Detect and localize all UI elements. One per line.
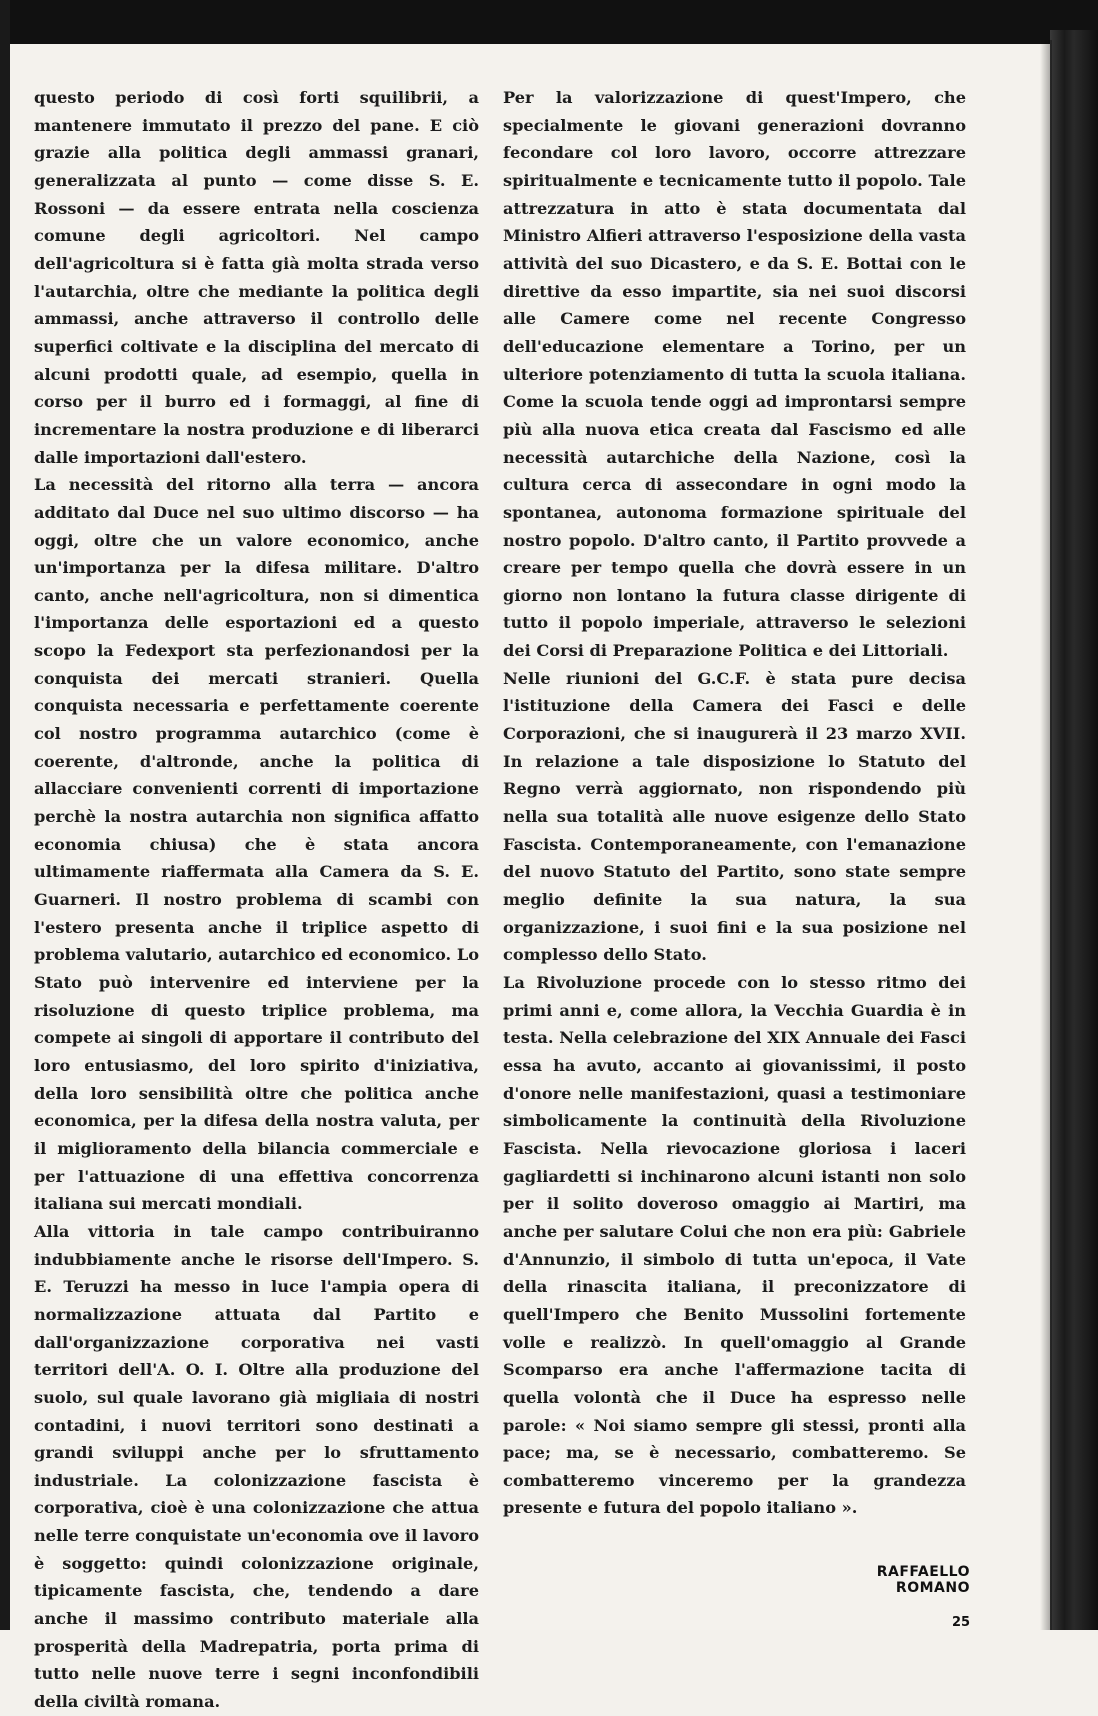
paragraph: Nelle riunioni del G.C.F. è stata pure decisa l'istituzione della Camera dei Fasci e delle Corporazioni, che si inaugurerà il 23 marzo XVII. In relazione a tale disposizione lo Statuto del Regno verrà aggiornato, non rispondendo più nella sua totalità alle nuove esigenze dello Stato Fascista. Contemporaneamente, con l'emanazione del nuovo Statuto del Partito, sono state sempre meglio definite la sua natura, la sua organizzazione, i suoi fini e la sua posizione nel complesso dello Stato.: [503, 668, 966, 965]
page-gutter-shadow: [1040, 40, 1052, 1630]
author-signature: RAFFAELLO ROMANO: [876, 1564, 970, 1596]
text-column-left: [34, 84, 479, 1716]
scan-border-top: [0, 0, 1098, 44]
scan-border-left: [0, 0, 10, 1630]
paragraph: La necessità del ritorno alla terra — ancora additato dal Duce nel suo ultimo discorso — ha oggi, oltre che un valore economico, anche un'importanza per la difesa militare. D'altro canto, anche nell'agricoltura, non si dimentica l'importanza delle esportazioni ed a questo scopo la Fedexport sta perfezionandosi per la conquista dei mercati stranieri. Quella conquista necessaria e perfettamente coerente col nostro programma autarchico (come è coerente, d'altronde, anche la politica di allacciare convenienti correnti di importazione perchè la nostra autarchia non significa affatto economia chiusa) che è stata ancora ultimamente riaffermata alla Camera da S. E. Guarneri. Il nostro problema di scambi con l'estero presenta anche il triplice aspetto di problema valutario, autarchico ed economico. Lo Stato può intervenire ed interviene per la risoluzione di questo triplice problema, ma compete ai singoli di apportare il contributo del loro entusiasmo, del loro spirito d'iniziativa, della loro sensibilità oltre che politica anche economica, per la difesa della nostra valuta, per il miglioramento della bilancia commerciale e per l'attuazione di una effettiva concorrenza italiana sui mercati mondiali.: [34, 475, 479, 1214]
page-number: 25: [951, 1615, 971, 1630]
paragraph: Alla vittoria in tale campo contribuiranno indubbiamente anche le risorse dell'Impero. S. E. Teruzzi ha messo in luce l'ampia opera di normalizzazione attuata dal Partito e dall'organizzazione corporativa nei vasti territori dell'A. O. I. Oltre alla produzione del suolo, sul quale lavorano già migliaia di nostri contadini, i nuovi territori sono destinati a grandi sviluppi anche per lo sfruttamento industriale. La colonizzazione fascista è corporativa, cioè è una colonizzazione che attua nelle terre conquistate un'economia ove il lavoro è soggetto: quindi colonizzazione originale, tipicamente fascista, che, tendendo a dare anche il massimo contributo materiale alla prosperità della Madrepatria, porta prima di tutto nelle nuove terre i segni inconfondibili della civiltà romana.: [34, 1221, 479, 1712]
paragraph: La Rivoluzione procede con lo stesso ritmo dei primi anni e, come allora, la Vecchia Guardia è in testa. Nella celebrazione del XIX Annuale dei Fasci essa ha avuto, accanto ai giovanissimi, il posto d'onore nelle manifestazioni, quasi a testimoniare simbolicamente la continuità della Rivoluzione Fascista. Nella rievocazione gloriosa i laceri gagliardetti si inchinarono alcuni istanti non solo per il solito doveroso omaggio ai Martiri, ma anche per salutare Colui che non era più: Gabriele d'Annunzio, il simbolo di tutta un'epoca, il Vate della rinascita italiana, il preconizzatore di quell'Impero che Benito Mussolini fortemente volle e realizzò. In quell'omaggio al Grande Scomparso era anche l'affermazione tacita di quella volontà che il Duce ha espresso nelle parole: « Noi siamo sempre gli stessi, pronti alla pace; ma, se è necessario, combatteremo. Se combatteremo vinceremo per la grandezza presente e futura del popolo italiano ».: [503, 973, 966, 1518]
paragraph: Per la valorizzazione di quest'Impero, che specialmente le giovani generazioni dovranno fecondare col loro lavoro, occorre attrezzare spiritualmente e tecnicamente tutto il popolo. Tale attrezzatura in atto è stata documentata dal Ministro Alfieri attraverso l'esposizione della vasta attività del suo Dicastero, e da S. E. Bottai con le direttive da esso impartite, sia nei suoi discorsi alle Camere come nel recente Congresso dell'educazione elementare a Torino, per un ulteriore potenziamento di tutta la scuola italiana. Come la scuola tende oggi ad improntarsi sempre più alla nuova etica creata dal Fascismo ed alle necessità autarchiche della Nazione, così la cultura cerca di assecondare in ogni modo la spontanea, autonoma formazione spirituale del nostro popolo. D'altro canto, il Partito provvede a creare per tempo quella che dovrà essere in un giorno non lontano la futura classe dirigente di tutto il popolo imperiale, attraverso le selezioni dei Corsi di Preparazione Politica e dei Littoriali.: [503, 88, 966, 661]
magazine-page: [10, 44, 1050, 1712]
book-spine-edge: [1050, 30, 1098, 1630]
text-column-right: [503, 84, 966, 1522]
paragraph: questo periodo di così forti squilibrii, a mantenere immutato il prezzo del pane. E ciò grazie alla politica degli ammassi granari, generalizzata al punto — come disse S. E. Rossoni — da essere entrata nella coscienza comune degli agricoltori. Nel campo dell'agricoltura si è fatta già molta strada verso l'autarchia, oltre che mediante la politica degli ammassi, anche attraverso il controllo delle superfici coltivate e la disciplina del mercato di alcuni prodotti quale, ad esempio, quella in corso per il burro ed i formaggi, al fine di incrementare la nostra produzione e di liberarci dalle importazioni dall'estero.: [34, 88, 479, 467]
